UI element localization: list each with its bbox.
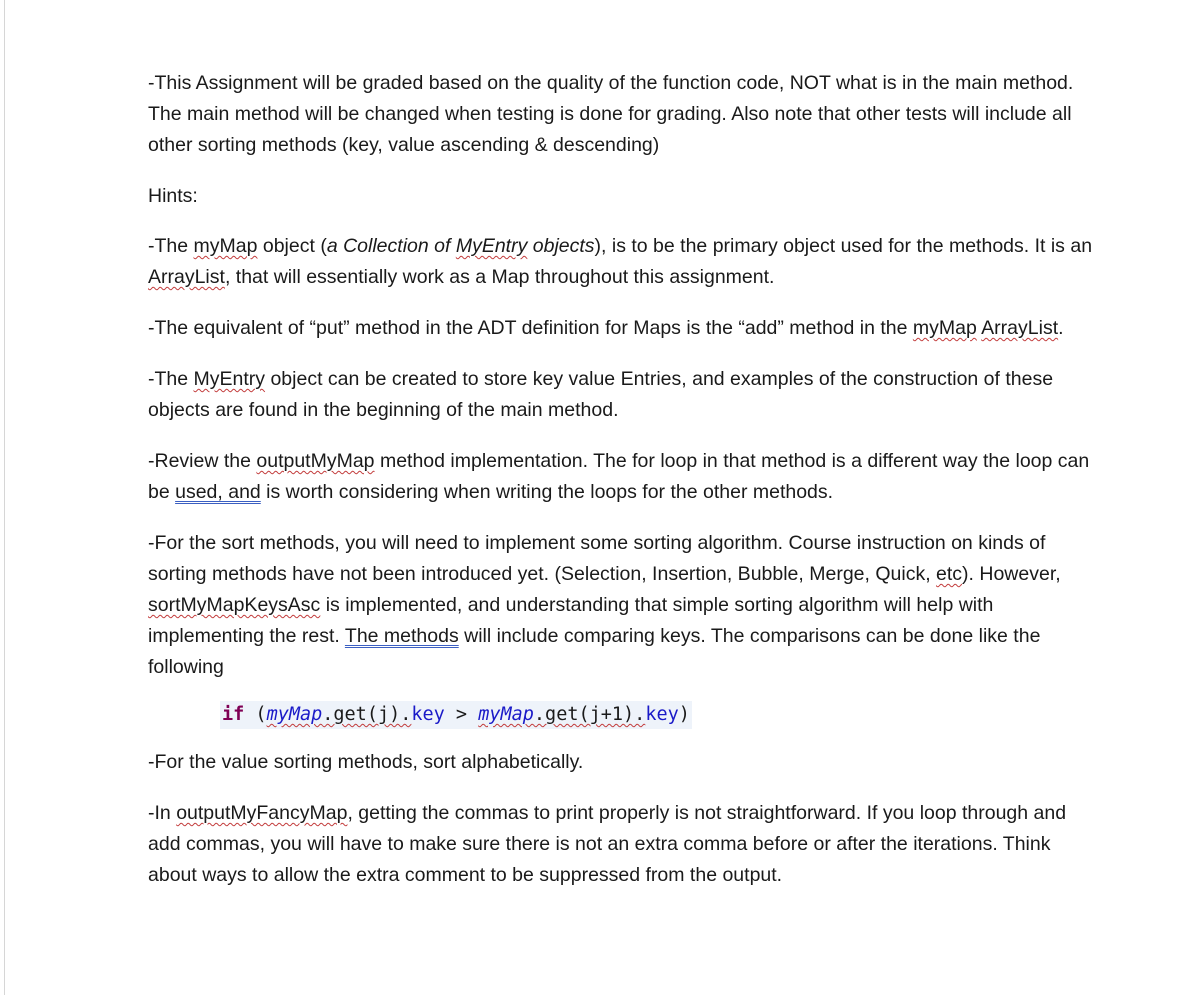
paragraph-value-sorting: -For the value sorting methods, sort alphabetically.	[148, 751, 584, 773]
spelling-flag-mymap[interactable]: myMap	[193, 235, 258, 257]
text-run: -The equivalent of “put” method in the ADT definition for Maps is the “add” method in the	[148, 317, 913, 339]
spelling-flag-etc[interactable]: etc	[936, 563, 963, 585]
text-run: ), is to be the primary object used for the methods. It is an	[594, 235, 1093, 257]
spelling-flag-sortmymapkeysasc[interactable]: sortMyMapKeysAsc	[148, 594, 321, 616]
code-text: .get(j).	[322, 704, 412, 725]
text-run: object (	[257, 235, 327, 257]
code-text: (	[244, 704, 267, 725]
code-text: >	[444, 704, 479, 725]
code-variable: myMap	[266, 704, 323, 725]
text-run: -Review the	[148, 450, 257, 472]
code-snippet	[220, 701, 692, 729]
text-run: is implemented, and understanding that simple sorting algorithm will help with implementing the rest.	[148, 594, 994, 647]
spelling-flag-mymap[interactable]: myMap	[912, 317, 977, 339]
text-run: -In	[148, 802, 177, 824]
text-run: ). However,	[962, 563, 1061, 585]
spelling-flag-myentry[interactable]: MyEntry	[455, 235, 528, 257]
code-field: key	[645, 704, 679, 725]
spelling-flag-outputmymap[interactable]: outputMyMap	[256, 450, 375, 472]
grammar-flag-the-methods[interactable]: The methods	[344, 625, 459, 647]
paragraph-put-method	[148, 313, 1093, 344]
code-field: key	[411, 704, 445, 725]
italic-run	[327, 235, 595, 257]
text-run: object can be created to store key value Entries, and examples of the construction of these objects are found in the beginning of the main method.	[148, 368, 1054, 421]
paragraph-outputmyfancymap	[148, 798, 1093, 891]
text-run: will include comparing keys. The comparisons can be done like the following	[148, 625, 1041, 678]
text-run: objects	[527, 235, 595, 257]
text-run: , that will essentially work as a Map throughout this assignment.	[224, 266, 775, 288]
paragraph-myentry	[148, 364, 1093, 426]
code-text: )	[678, 704, 690, 725]
hints-heading: Hints:	[148, 185, 198, 207]
code-variable: myMap	[478, 704, 534, 725]
page-left-border	[4, 0, 5, 995]
paragraph-sort-methods	[148, 528, 1093, 683]
paragraph-grading-note: -This Assignment will be graded based on the quality of the function code, NOT what is in the main method. The main method will be changed when testing is done for grading. Also note that other tests will include all other sorting methods (key, value ascending & descending)	[148, 72, 1074, 156]
text-run: a Collection of	[326, 235, 456, 257]
code-text: .get(j+1).	[533, 704, 646, 725]
spelling-flag-arraylist[interactable]: ArrayList	[148, 266, 225, 288]
grammar-flag-used-and[interactable]: used, and	[175, 481, 261, 503]
text-run: method implementation. The for loop in that method is a different way the loop can be	[148, 450, 1090, 503]
paragraph-mymap-object	[148, 231, 1093, 293]
text-run: -For the sort methods, you will need to implement some sorting algorithm. Course instruction on kinds of sorting methods have not been introduced yet. (Selection, Insertion, Bubble, Merge, Quick,	[148, 532, 1046, 585]
document-page	[148, 68, 1093, 911]
text-run: -The	[148, 235, 194, 257]
paragraph-outputmymap	[148, 446, 1093, 508]
text-run: is worth considering when writing the loops for the other methods.	[260, 481, 834, 503]
code-snippet-line	[220, 701, 1093, 729]
text-run: .	[1058, 317, 1064, 339]
code-keyword: if	[222, 704, 245, 725]
spelling-flag-outputmyfancymap[interactable]: outputMyFancyMap	[176, 802, 348, 824]
spelling-flag-myentry[interactable]: MyEntry	[193, 368, 266, 390]
text-run: , getting the commas to print properly is not straightforward. If you loop through and add commas, you will have to make sure there is not an extra comma before or after the iterations. Think about ways to allow the extra comment to be suppressed from the output.	[148, 802, 1067, 886]
spelling-flag-arraylist[interactable]: ArrayList	[981, 317, 1059, 339]
text-run: -The	[148, 368, 194, 390]
